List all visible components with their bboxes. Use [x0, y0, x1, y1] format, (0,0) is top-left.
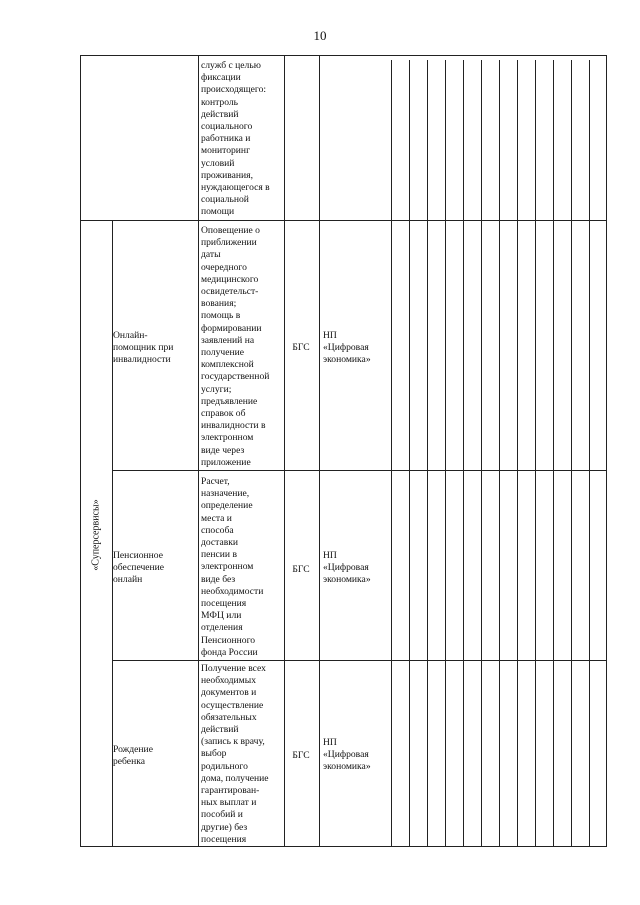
page-number: 10 [313, 28, 327, 43]
row-divider [80, 220, 607, 221]
table-cell-np: НП «Цифровая экономика» [323, 737, 371, 773]
table-cell-np: НП «Цифровая экономика» [323, 330, 371, 366]
col-divider [535, 60, 536, 847]
table-cell-service: Онлайн- помощник при инвалидности [113, 330, 174, 366]
table-cell-executor: БГС [292, 750, 310, 761]
col-divider [463, 60, 464, 847]
table-cell-np: НП «Цифровая экономика» [323, 550, 371, 586]
table-cell-description: Расчет, назначение, определение места и способа доставки пенсии в электронном виде без необходимости посещения МФЦ или отделения Пенсионного фонда России [201, 476, 264, 658]
table-frame [80, 55, 607, 847]
table-cell-executor: БГС [292, 342, 310, 353]
col-divider [409, 60, 410, 847]
col-divider [284, 55, 285, 847]
category-label: «Суперсервисы» [90, 499, 102, 571]
table-cell-description: Получение всех необходимых документов и осуществление обязательных действий (запись к врачу, выбор родильного дома, получение гарантирован- ных выплат и пособий и другие) без посещения [201, 663, 269, 845]
col-divider [319, 55, 320, 847]
col-divider [445, 60, 446, 847]
row-divider [112, 470, 607, 471]
col-divider [481, 60, 482, 847]
col-divider [571, 60, 572, 847]
col-divider [499, 60, 500, 847]
table-cell-service: Рождение ребенка [113, 744, 153, 768]
col-divider [198, 55, 199, 847]
col-divider [589, 60, 590, 847]
table-cell-description: служб с целью фиксации происходящего: контроль действий социального работника и мониторинг условий проживания, нуждающегося в социальной помощи [201, 60, 270, 218]
col-divider [427, 60, 428, 847]
col-divider [391, 60, 392, 847]
row-divider [112, 660, 607, 661]
col-divider [553, 60, 554, 847]
table-cell-executor: БГС [292, 564, 310, 575]
table-cell-service: Пенсионное обеспечение онлайн [113, 550, 165, 586]
col-divider [517, 60, 518, 847]
table-cell-description: Оповещение о приближении даты очередного медицинского освидетельст- вования; помощь в формировании заявлений на получение комплексной государственной услуги; предъявление справок об инвалидности в электронном виде через приложение [201, 225, 270, 468]
